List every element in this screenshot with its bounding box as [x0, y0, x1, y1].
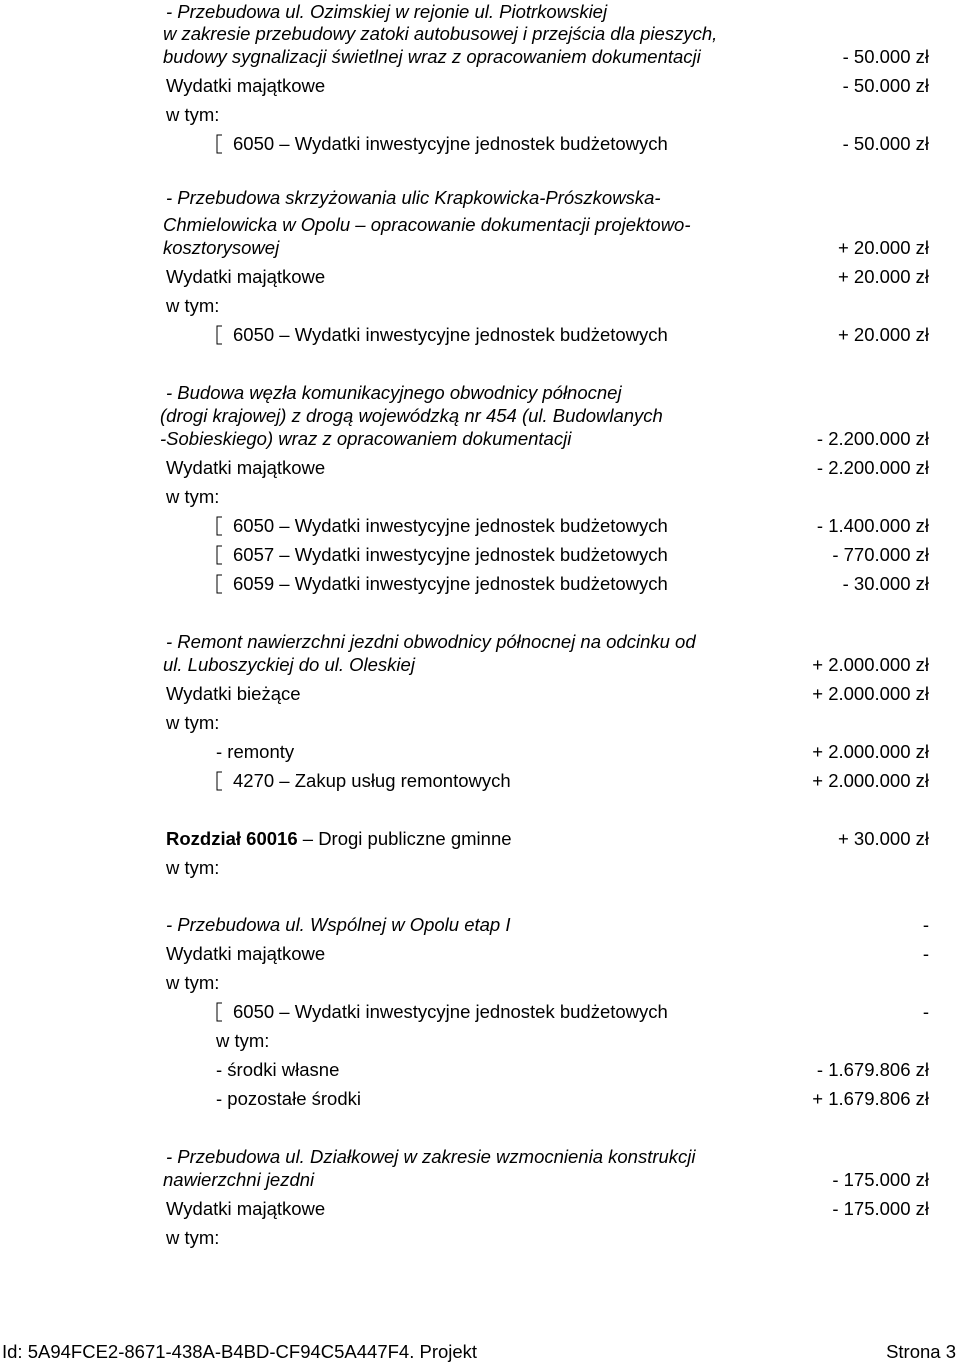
sub-item-row: - remonty + 2.000.000 zł — [216, 741, 929, 762]
category-amount: - 50.000 zł — [842, 75, 929, 96]
section-amount: - 2.200.000 zł — [816, 428, 929, 449]
category-row: Wydatki majątkowe - 175.000 zł — [166, 1198, 929, 1219]
wtym-label: w tym: — [166, 712, 220, 733]
chapter-title: Rozdział 60016 – Drogi publiczne gminne — [166, 828, 512, 849]
category-amount: - 175.000 zł — [832, 1198, 929, 1219]
section-title-line: - Przebudowa skrzyżowania ulic Krapkowicka-Prószkowska- — [166, 187, 661, 208]
section-title-line: Chmielowicka w Opolu – opracowanie dokumentacji projektowo- — [163, 214, 691, 235]
section-title-line: - Budowa węzła komunikacyjnego obwodnicy północnej — [166, 382, 622, 403]
category-row: Wydatki bieżące + 2.000.000 zł — [166, 683, 929, 704]
bracket-icon — [216, 325, 223, 345]
budget-item-row: 6057 – Wydatki inwestycyjne jednostek budżetowych - 770.000 zł — [0, 543, 960, 567]
category-amount: + 2.000.000 zł — [812, 683, 929, 704]
section-title-line: - Przebudowa ul. Wspólnej w Opolu etap I - — [166, 914, 929, 935]
funds-amount: + 1.679.806 zł — [812, 1088, 929, 1109]
bracket-icon — [216, 545, 223, 565]
funds-row: - pozostałe środki + 1.679.806 zł — [216, 1088, 929, 1109]
chapter-row — [0, 827, 960, 851]
sub-item-amount: + 2.000.000 zł — [812, 741, 929, 762]
wtym-label: w tym: — [216, 1030, 270, 1051]
item-amount: - 50.000 zł — [842, 133, 929, 154]
bracket-icon — [216, 771, 223, 791]
budget-item-row: 6050 – Wydatki inwestycyjne jednostek budżetowych + 20.000 zł — [0, 323, 960, 347]
page-number: Strona 3 — [886, 1341, 956, 1362]
category-row: Wydatki majątkowe - — [166, 943, 929, 964]
item-amount: - — [922, 1001, 929, 1022]
section-title-line: - Remont nawierzchni jezdni obwodnicy północnej na odcinku od — [166, 631, 696, 652]
category-amount: - — [922, 943, 929, 964]
wtym-label: w tym: — [166, 857, 220, 878]
bracket-icon — [216, 1002, 223, 1022]
section-title-line: - Przebudowa ul. Ozimskiej w rejonie ul. Piotrkowskiej — [166, 1, 608, 22]
section-amount: + 20.000 zł — [837, 237, 929, 258]
funds-row: - środki własne - 1.679.806 zł — [216, 1059, 929, 1080]
budget-item-row: 4270 – Zakup usług remontowych + 2.000.000 zł — [0, 769, 960, 793]
page-footer — [0, 1340, 960, 1364]
section-title-line: - Przebudowa ul. Działkowej w zakresie wzmocnienia konstrukcji — [166, 1146, 696, 1167]
chapter-amount: + 30.000 zł — [837, 828, 929, 849]
section-amount: - 50.000 zł — [842, 46, 929, 67]
section-title-line: -Sobieskiego) wraz z opracowaniem dokumentacji - 2.200.000 zł — [160, 428, 929, 449]
section-amount: + 2.000.000 zł — [812, 654, 929, 675]
category-amount: - 2.200.000 zł — [816, 457, 929, 478]
section-title-line: w zakresie przebudowy zatoki autobusowej i przejścia dla pieszych, — [163, 23, 718, 44]
section-title-line: nawierzchni jezdni - 175.000 zł — [163, 1169, 929, 1190]
section-amount: - — [922, 914, 929, 935]
wtym-label: w tym: — [166, 104, 220, 125]
category-row: Wydatki majątkowe - 2.200.000 zł — [166, 457, 929, 478]
bracket-icon — [216, 516, 223, 536]
budget-item-row: 6059 – Wydatki inwestycyjne jednostek budżetowych - 30.000 zł — [0, 572, 960, 596]
item-amount: - 770.000 zł — [832, 544, 929, 565]
budget-item-row: 6050 – Wydatki inwestycyjne jednostek budżetowych - 50.000 zł — [0, 132, 960, 156]
budget-item-row: 6050 – Wydatki inwestycyjne jednostek budżetowych - — [0, 1000, 960, 1024]
wtym-label: w tym: — [166, 972, 220, 993]
wtym-label: w tym: — [166, 295, 220, 316]
section-amount: - 175.000 zł — [832, 1169, 929, 1190]
bracket-icon — [216, 574, 223, 594]
category-row: Wydatki majątkowe - 50.000 zł — [166, 75, 929, 96]
bracket-icon — [216, 134, 223, 154]
wtym-label: w tym: — [166, 486, 220, 507]
wtym-label: w tym: — [166, 1227, 220, 1248]
funds-amount: - 1.679.806 zł — [816, 1059, 929, 1080]
item-amount: + 20.000 zł — [837, 324, 929, 345]
item-amount: - 30.000 zł — [842, 573, 929, 594]
category-amount: + 20.000 zł — [837, 266, 929, 287]
category-row: Wydatki majątkowe + 20.000 zł — [166, 266, 929, 287]
section-title-line: kosztorysowej + 20.000 zł — [163, 237, 929, 258]
section-title-line: budowy sygnalizacji świetlnej wraz z opracowaniem dokumentacji - 50.000 zł — [163, 46, 929, 67]
item-amount: - 1.400.000 zł — [816, 515, 929, 536]
section-title-line: ul. Luboszyckiej do ul. Oleskiej + 2.000.000 zł — [163, 654, 929, 675]
item-amount: + 2.000.000 zł — [812, 770, 929, 791]
document-id: Id: 5A94FCE2-8671-438A-B4BD-CF94C5A447F4. Projekt — [2, 1341, 478, 1362]
budget-item-row: 6050 – Wydatki inwestycyjne jednostek budżetowych - 1.400.000 zł — [0, 514, 960, 538]
section-title-line: (drogi krajowej) z drogą wojewódzką nr 454 (ul. Budowlanych — [160, 405, 663, 426]
